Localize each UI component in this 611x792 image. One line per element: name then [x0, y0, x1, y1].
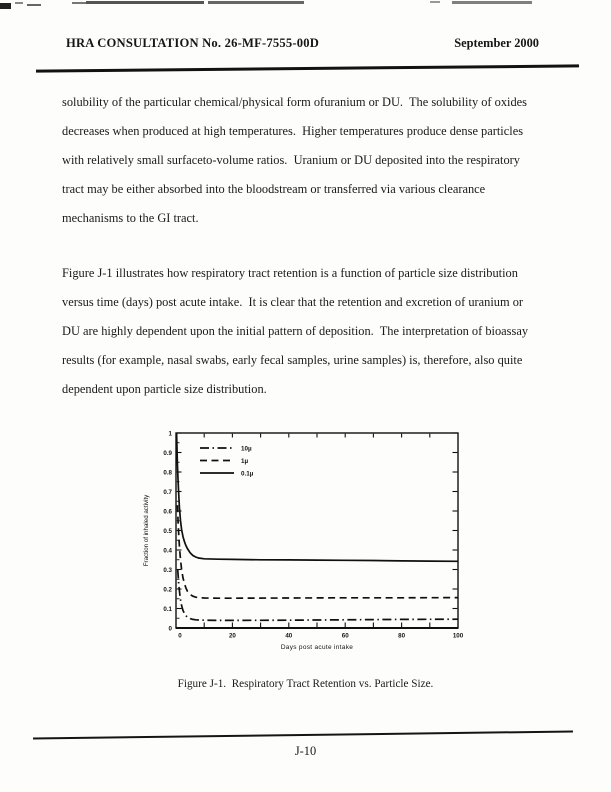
svg-text:0.1: 0.1 [163, 605, 172, 613]
svg-text:60: 60 [341, 632, 349, 640]
svg-text:0.6: 0.6 [163, 508, 172, 516]
text-line: tract may be either absorbed into the bloodstream or transferred via various clearance [62, 182, 486, 196]
svg-text:0.2: 0.2 [163, 586, 172, 594]
text-line: dependent upon particle size distribution. [62, 382, 267, 396]
footer-divider [33, 730, 573, 739]
svg-text:40: 40 [285, 632, 293, 640]
svg-text:0.3: 0.3 [163, 566, 172, 574]
page-number: J-10 [294, 744, 317, 758]
svg-text:20: 20 [228, 632, 236, 640]
svg-text:100: 100 [452, 632, 464, 640]
scan-artifact [86, 1, 204, 4]
svg-text:10µ: 10µ [241, 445, 252, 453]
scan-artifact [15, 2, 23, 4]
retention-chart [140, 420, 480, 665]
svg-text:80: 80 [398, 632, 406, 640]
svg-text:0.7: 0.7 [163, 488, 172, 496]
text-line: DU are highly dependent upon the initial pattern of deposition. The interpretation of bioassay [62, 324, 529, 338]
text-line: mechanisms to the GI tract. [62, 211, 199, 225]
text-line: Figure J-1 illustrates how respiratory tract retention is a function of particle size distribution [62, 266, 518, 280]
header-divider [36, 64, 579, 72]
svg-text:1: 1 [168, 430, 172, 438]
svg-text:Days post acute intake: Days post acute intake [280, 644, 354, 651]
scan-artifact [27, 4, 41, 6]
scan-artifact [430, 1, 440, 3]
svg-text:0.8: 0.8 [163, 469, 172, 477]
figure-j1 [140, 420, 480, 665]
text-line: versus time (days) post acute intake. It is clear that the retention and excretion of uranium or [62, 295, 524, 309]
page-header [66, 36, 539, 51]
scan-artifact [208, 1, 304, 4]
paragraph-1 [62, 88, 527, 233]
svg-text:Fraction of inhaled activity: Fraction of inhaled activity [143, 494, 150, 567]
text-line: decreases when produced at high temperatures. Higher temperatures produce dense particles [62, 124, 524, 138]
svg-text:0: 0 [168, 625, 172, 633]
scan-artifact [0, 3, 11, 9]
text-line: solubility of the particular chemical/physical form ofuranium or DU. The solubility of oxides [62, 95, 528, 109]
svg-text:0.1µ: 0.1µ [241, 470, 254, 478]
svg-text:1µ: 1µ [241, 457, 249, 465]
document-date: September 2000 [454, 36, 539, 50]
text-line: with relatively small surfaceto-volume ratios. Uranium or DU deposited into the respiratory [62, 153, 520, 167]
svg-text:0.5: 0.5 [163, 527, 172, 535]
scan-artifact [452, 1, 532, 4]
text-line: results (for example, nasal swabs, early fecal samples, urine samples) is, therefore, also quite [62, 353, 523, 367]
figure-caption: Figure J-1. Respiratory Tract Retention vs. Particle Size. [177, 678, 434, 690]
svg-text:0.9: 0.9 [163, 449, 172, 457]
document-id: HRA CONSULTATION No. 26-MF-7555-00D [66, 36, 320, 50]
svg-text:0.4: 0.4 [163, 547, 172, 555]
svg-text:0: 0 [178, 632, 182, 640]
paragraph-2 [62, 259, 528, 404]
